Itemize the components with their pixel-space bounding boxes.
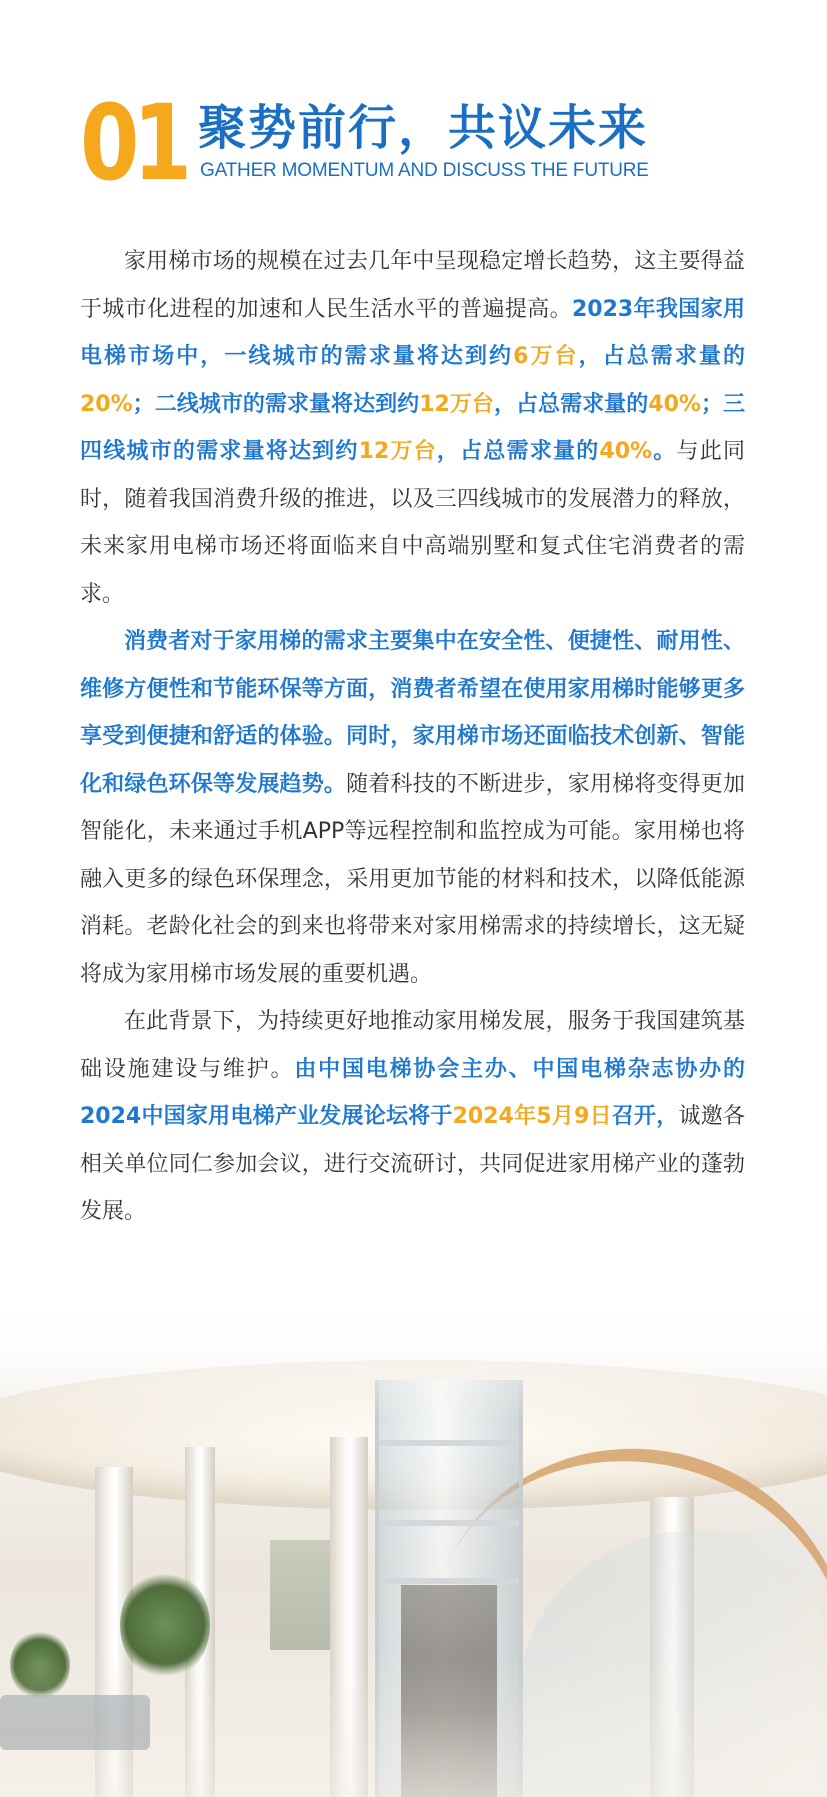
section-header <box>80 82 780 204</box>
highlight-blue: ，占总需求量的 <box>578 344 745 369</box>
highlight-orange: 12万台 <box>358 439 437 464</box>
photo-top-fade <box>0 1300 827 1420</box>
text-run: 随着科技的不断进步，家用梯将变得更加智能化，未来通过手机APP等远程控制和监控成为可能。家用梯也将融入更多的绿色环保理念，采用更加节能的材料和技术，以降低能源消耗。老龄化社会的到来也将带来对家用梯需求的持续增长，这无疑将成为家用梯市场发展的重要机遇。 <box>80 771 745 987</box>
highlight-orange: 2024年5月9日 <box>452 1104 612 1129</box>
paragraph-market-size <box>80 238 745 618</box>
photo-floor-fade <box>0 1657 827 1797</box>
highlight-blue: ；二线城市的需求量将达到约 <box>132 391 420 417</box>
highlight-blue: ，占总需求量的 <box>436 439 600 464</box>
highlight-orange: 12万台 <box>419 391 494 417</box>
elevator-band <box>379 1440 519 1446</box>
highlight-blue: 消费者对于家用梯的需求主要集中在安全性、便捷性、耐用性、维修方便性和节能环保等方面，消费者希望在使用家用梯时能够更多享受到便捷和舒适的体验。同时，家用梯市场还面临技术创新、智能化和绿色环保等发展趋势。 <box>80 629 745 797</box>
elevator-band <box>379 1578 519 1584</box>
highlight-orange: 40% <box>648 391 701 417</box>
text-run: 在此背景下，为持续更好地推动家用梯发展，服务于我国建筑基础设施建设与维护。 <box>80 1009 745 1082</box>
highlight-orange: 20% <box>80 391 133 417</box>
highlight-blue: 。 <box>652 439 677 464</box>
section-number: 01 <box>80 82 186 204</box>
photo-window <box>270 1540 330 1650</box>
highlight-blue: 召开， <box>611 1104 679 1129</box>
highlight-blue: 由中国电梯协会主办、中国电梯杂志协办的2024中国家用电梯产业发展论坛将于 <box>80 1056 745 1129</box>
elevator-band <box>379 1520 519 1526</box>
text-run: 与此同时，随着我国消费升级的推进，以及三四线城市的发展潜力的释放，未来家用电梯市场还将面临来自中高端别墅和复式住宅消费者的需求。 <box>80 439 745 607</box>
paragraph-consumer-demand <box>80 618 745 998</box>
text-run: 家用梯市场的规模在过去几年中呈现稳定增长趋势，这主要得益于城市化进程的加速和人民生活水平的普遍提高。 <box>80 249 745 322</box>
text-run: 诚邀各相关单位同仁参加会议，进行交流研讨，共同促进家用梯产业的蓬勃发展。 <box>80 1104 745 1224</box>
section-subtitle: GATHER MOMENTUM AND DISCUSS THE FUTURE <box>200 160 649 181</box>
paragraph-forum-announcement <box>80 998 745 1236</box>
highlight-orange: 6万台 <box>513 344 579 369</box>
highlight-blue: ，占总需求量的 <box>493 391 649 417</box>
home-elevator-photo <box>0 1300 827 1797</box>
highlight-blue: ；三四线城市的需求量将达到约 <box>80 391 745 464</box>
highlight-blue: 2023年我国家用电梯市场中，一线城市的需求量将达到约 <box>80 296 745 369</box>
section-title: 聚势前行，共议未来 <box>198 100 649 156</box>
highlight-orange: 40% <box>599 439 653 464</box>
article-body <box>80 238 745 1236</box>
